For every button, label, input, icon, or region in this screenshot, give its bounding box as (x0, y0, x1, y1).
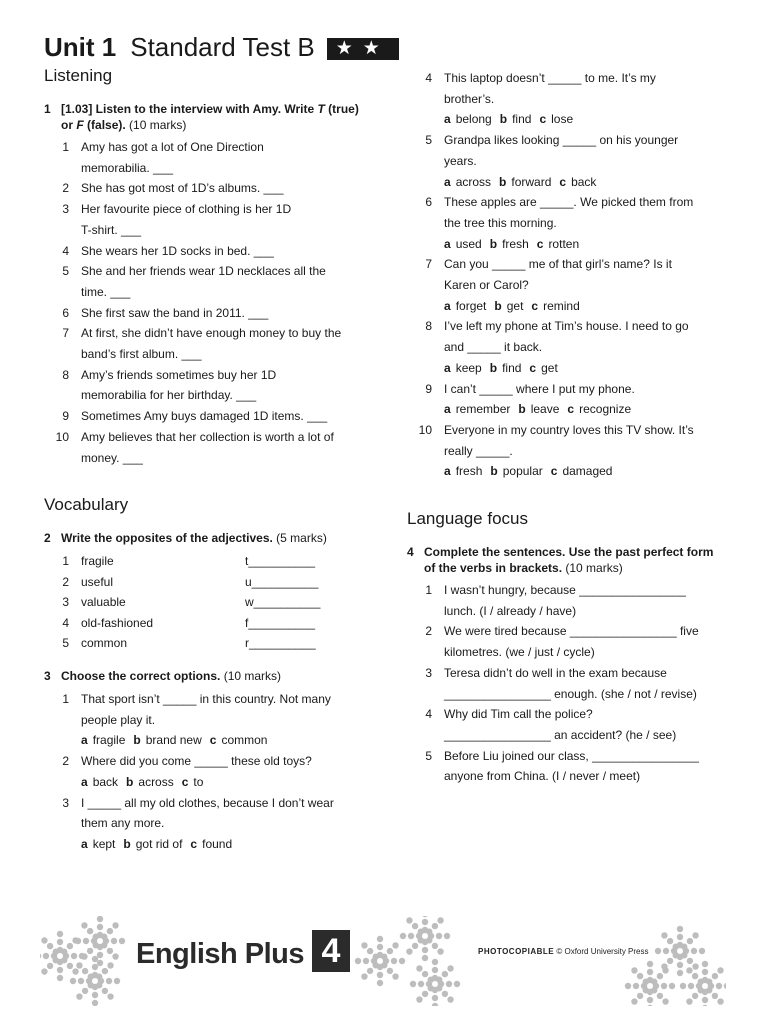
option-c[interactable]: rotten (548, 236, 580, 251)
list-item: 4 She wears her 1D socks in bed. ___ (62, 243, 274, 258)
language-focus-instruction: 4 Complete the sentences. Use the past perfect form of the verbs in brackets. (10 marks) (407, 545, 714, 575)
listening-list (44, 137, 374, 468)
difficulty-stars: ★★ (327, 38, 399, 60)
listening-instruction: 1 [1.03] Listen to the interview with Amy. Write T (true) or F (false). (10 marks) (44, 102, 359, 132)
question-item: 9 I can’t _____ where I put my phone. a remember b leave c recognize (407, 379, 727, 420)
page-header (44, 32, 399, 64)
answer-options: a used b fresh c rotten (444, 236, 580, 251)
list-item: 2 useful u__________ (44, 572, 374, 593)
option-c[interactable]: common (221, 733, 268, 748)
option-c[interactable]: damaged (562, 464, 613, 479)
answer-blank[interactable]: w__________ (245, 595, 321, 610)
option-a[interactable]: keep (455, 360, 482, 375)
option-b[interactable]: brand new (145, 733, 202, 748)
option-a[interactable]: forget (455, 298, 487, 313)
vocabulary-title: Vocabulary (44, 495, 129, 514)
question-item: 10 Everyone in my country loves this TV show. It’s really _____. a fresh b popular c damaged (407, 420, 727, 482)
list-item: 3 Her favourite piece of clothing is her 1D T-shirt. ___ (62, 202, 292, 237)
question-item: 2 Where did you come _____ these old toys? a back b across c to (44, 751, 374, 792)
list-item: 2 She has got most of 1D’s albums. ___ (62, 181, 284, 196)
option-a[interactable]: across (455, 174, 492, 189)
option-c[interactable]: back (571, 174, 597, 189)
option-a[interactable]: used (455, 236, 482, 251)
question-item: 4 This laptop doesn’t _____ to me. It’s my brother’s. a belong b find c lose (407, 68, 727, 130)
list-item: 5 Before Liu joined our class, ________________ anyone from China. (I / never / meet) (425, 748, 699, 784)
unit-label: Unit 1 (44, 32, 117, 62)
question-item: 7 Can you _____ me of that girl’s name? Is it Karen or Carol? a forget b get c remind (407, 254, 727, 316)
option-b[interactable]: forward (511, 174, 552, 189)
answer-options: a kept b got rid of c found (81, 836, 233, 851)
list-item: 7 At first, she didn’t have enough money to buy the band’s first album. ___ (62, 326, 342, 362)
list-item: 4 Why did Tim call the police? ________________ an accident? (he / see) (425, 707, 677, 742)
list-item: 3 valuable w__________ (44, 592, 374, 613)
vocab-q3-instruction: 3 Choose the correct options. (10 marks) (44, 669, 282, 683)
test-title: Standard Test B (130, 32, 315, 62)
answer-options: a back b across c to (81, 774, 204, 789)
answer-blank[interactable]: r__________ (245, 636, 316, 651)
list-item: 1 I wasn’t hungry, because ________________ lunch. (I / already / have) (425, 583, 686, 618)
answer-blank[interactable]: f__________ (245, 615, 316, 630)
option-c[interactable]: get (541, 360, 558, 375)
question-item: 5 Grandpa likes looking _____ on his younger years. a across b forward c back (407, 130, 727, 192)
footer (40, 916, 726, 1006)
option-b[interactable]: fresh (502, 236, 529, 251)
photocopiable-notice: PHOTOCOPIABLE © Oxford University Press (478, 947, 649, 956)
question-item: 6 These apples are _____. We picked them from the tree this morning. a used b fresh c rotten (407, 192, 727, 254)
option-a[interactable]: belong (455, 112, 492, 127)
list-item: 3 Teresa didn’t do well in the exam because ________________ enough. (she / not / revise) (425, 665, 697, 701)
question-item: 3 I _____ all my old clothes, because I don’t wear them any more. a kept b got rid of c found (44, 793, 374, 855)
adjective-list (44, 551, 374, 654)
option-c[interactable]: remind (543, 298, 580, 313)
answer-options: a forget b get c remind (444, 298, 580, 313)
option-c[interactable]: found (202, 836, 233, 851)
language-focus-list (407, 580, 727, 787)
answer-options: a belong b find c lose (444, 112, 574, 127)
level-number-logo: 4 (312, 930, 350, 972)
option-a[interactable]: fragile (92, 733, 126, 748)
option-b[interactable]: find (502, 360, 522, 375)
list-item: 2 We were tired because ________________ five kilometres. (we / just / cycle) (425, 624, 699, 660)
option-c[interactable]: lose (551, 112, 574, 127)
options-list-right (407, 68, 727, 482)
list-item: 4 old-fashioned f__________ (44, 613, 374, 634)
answer-blank[interactable]: u__________ (245, 574, 319, 589)
option-b[interactable]: leave (530, 402, 560, 417)
answer-blank[interactable]: t__________ (245, 554, 316, 568)
listening-title: Listening (44, 66, 113, 85)
option-b[interactable]: find (512, 112, 532, 127)
list-item: 5 common r__________ (44, 633, 374, 654)
option-b[interactable]: got rid of (135, 836, 183, 851)
option-a[interactable]: remember (455, 402, 511, 417)
question-item: 8 I’ve left my phone at Tim’s house. I need to go and _____ it back. a keep b find c get (407, 316, 727, 378)
option-b[interactable]: get (506, 298, 524, 313)
list-item: 8 Amy’s friends sometimes buy her 1D memorabilia for her birthday. ___ (62, 367, 277, 403)
option-c[interactable]: recognize (579, 402, 632, 417)
answer-options: a fragile b brand new c common (81, 733, 268, 748)
list-item: 1 Amy has got a lot of One Direction memorabilia. ___ (62, 140, 264, 175)
option-a[interactable]: kept (92, 836, 116, 851)
list-item: 5 She and her friends wear 1D necklaces all the time. ___ (62, 264, 326, 299)
list-item: 10 Amy believes that her collection is worth a lot of money. ___ (55, 429, 334, 465)
option-b[interactable]: across (138, 774, 174, 789)
answer-options: a remember b leave c recognize (444, 402, 632, 417)
vocab-q2-instruction: 2 Write the opposites of the adjectives. (5 marks) (44, 531, 327, 545)
list-item: 9 Sometimes Amy buys damaged 1D items. ___ (62, 409, 328, 424)
language-focus-title: Language focus (407, 509, 528, 528)
answer-options: a across b forward c back (444, 174, 597, 189)
list-item: 6 She first saw the band in 2011. ___ (62, 305, 269, 320)
options-list-left (44, 689, 374, 855)
list-item: 1 fragile t__________ (44, 551, 374, 572)
english-plus-logo: English Plus (136, 938, 305, 970)
answer-options: a fresh b popular c damaged (444, 464, 613, 479)
option-a[interactable]: fresh (455, 464, 483, 479)
option-c[interactable]: to (193, 774, 204, 789)
option-a[interactable]: back (92, 774, 119, 789)
question-item: 1 That sport isn’t _____ in this country. Not many people play it. a fragile b brand new c common (44, 689, 374, 751)
option-b[interactable]: popular (502, 464, 543, 479)
answer-options: a keep b find c get (444, 360, 558, 375)
